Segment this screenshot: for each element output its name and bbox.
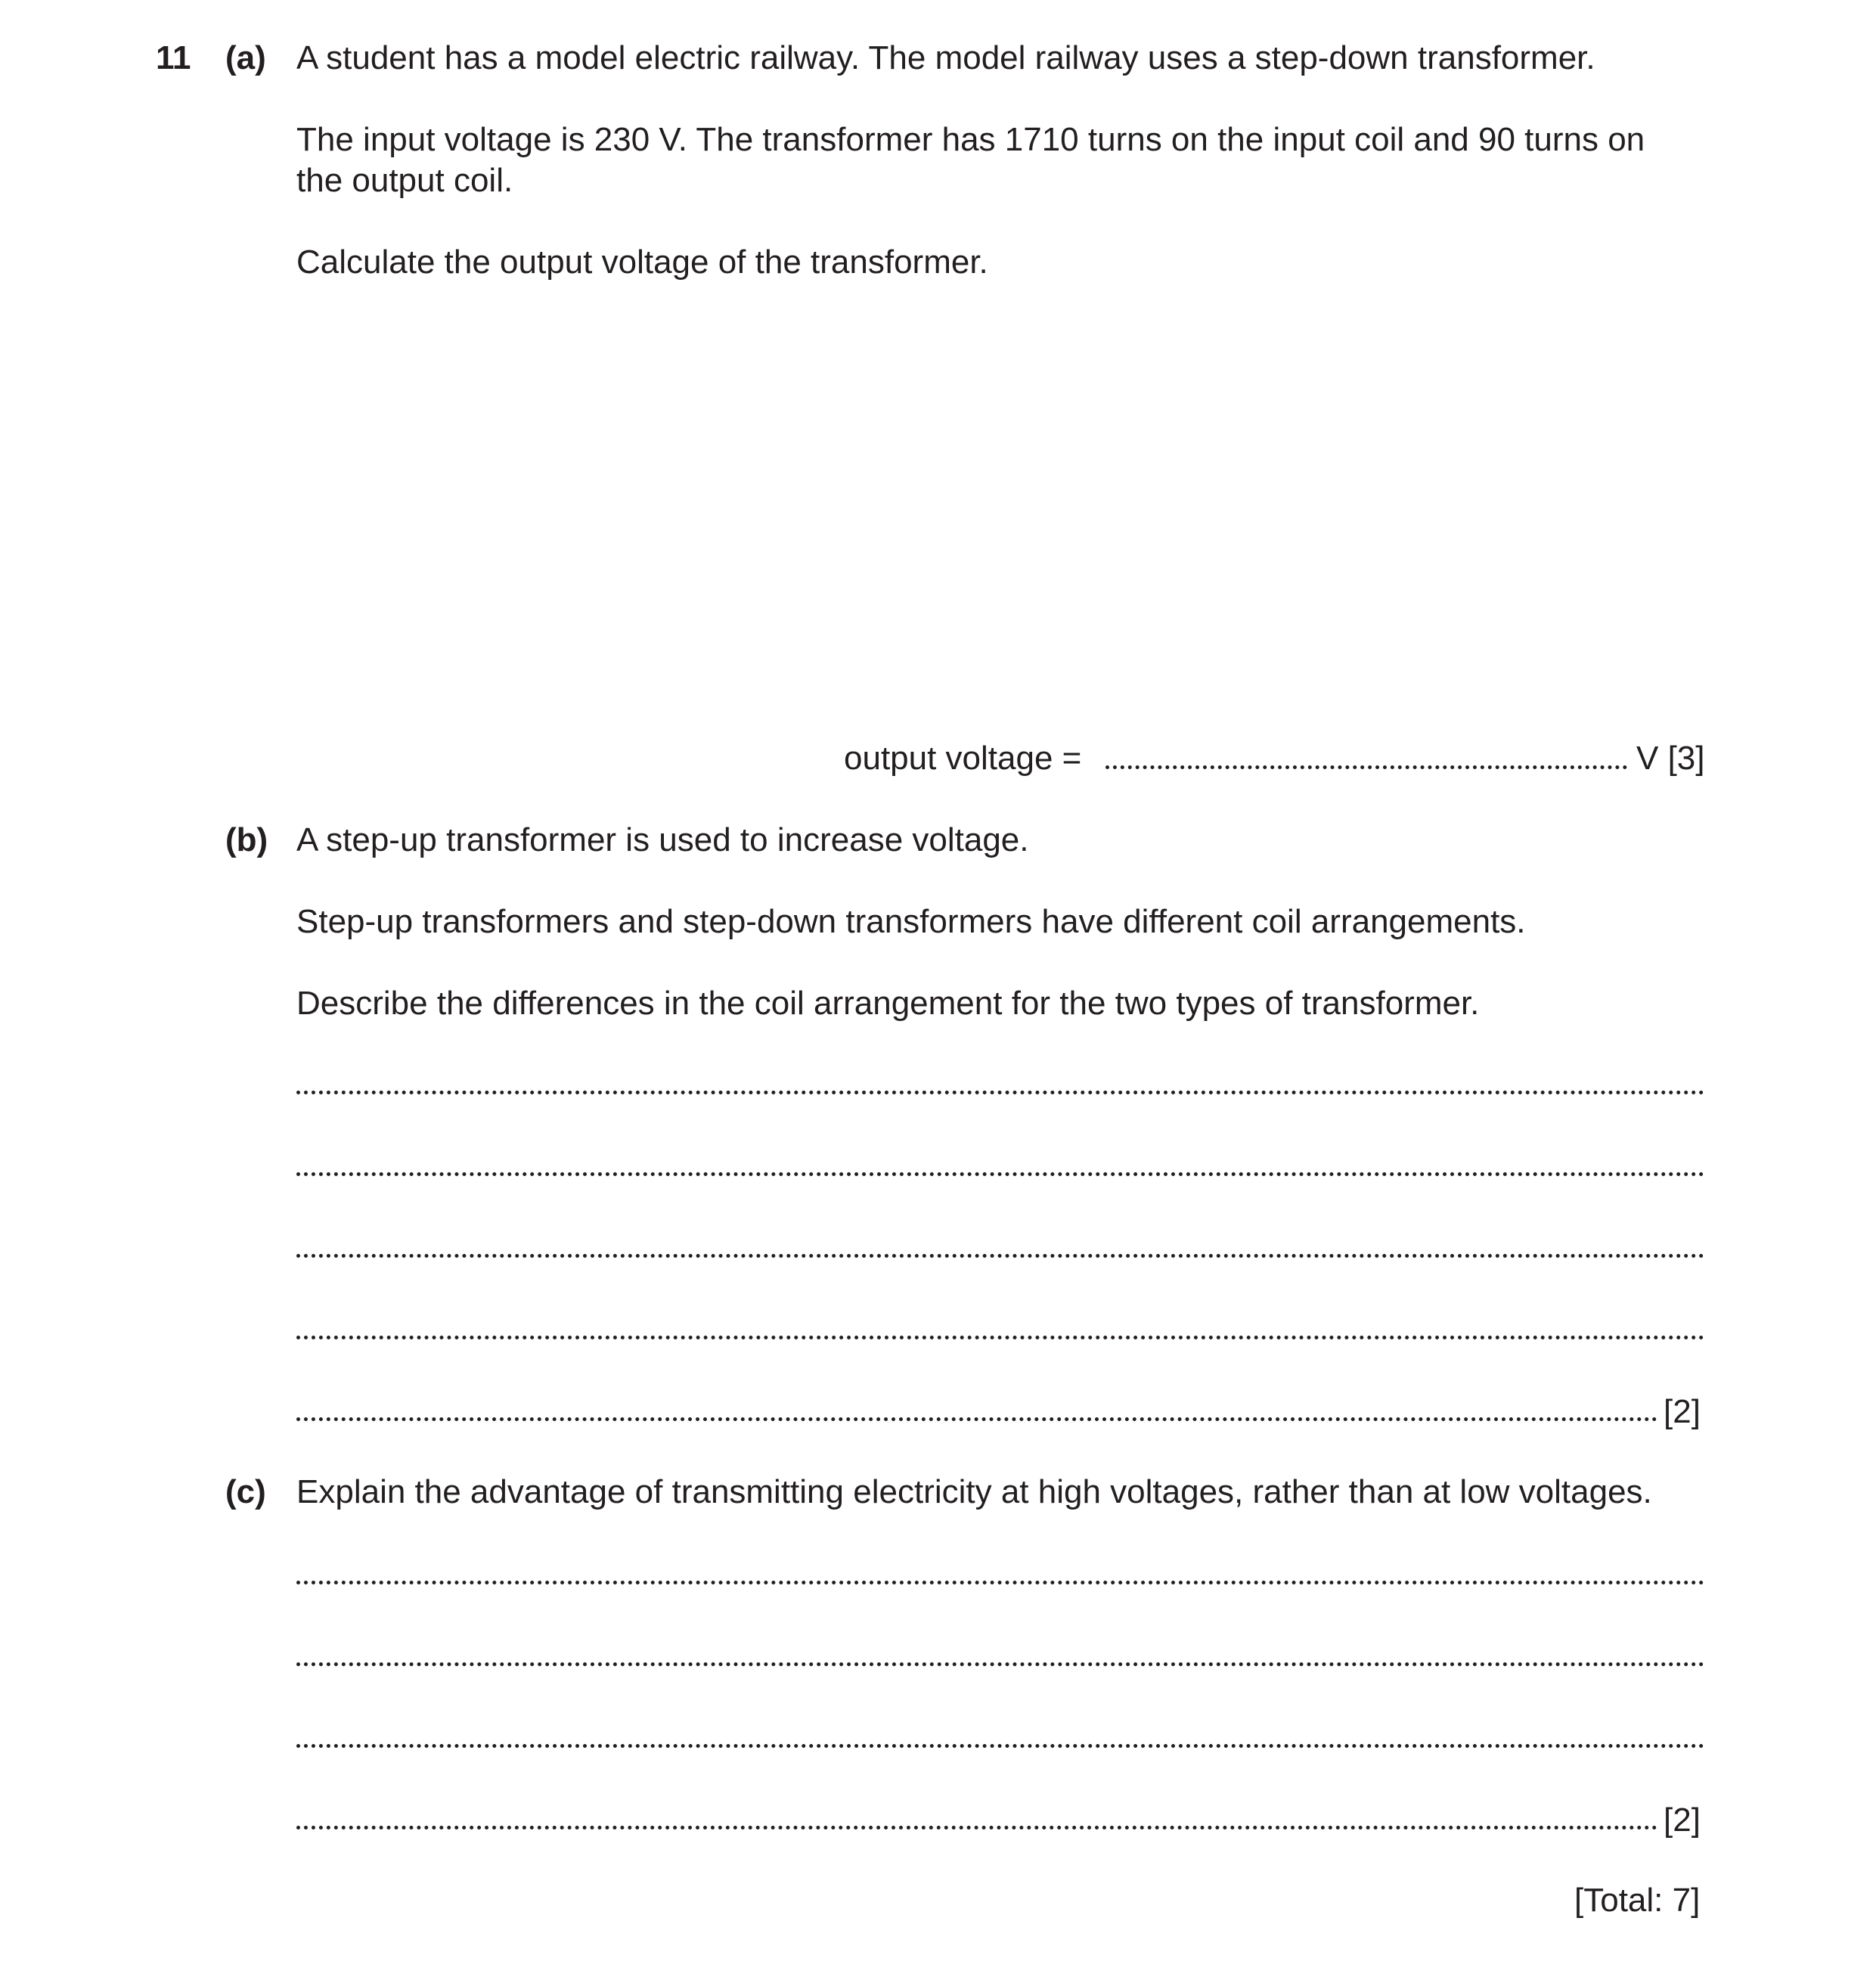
part-c-label: (c) xyxy=(225,1473,266,1510)
part-c-answer-line-2[interactable] xyxy=(296,1662,1704,1666)
part-a-line-2: The input voltage is 230 V. The transformer has 1710 turns on the input coil and 90 turns on xyxy=(296,121,1645,158)
output-voltage-label: output voltage = xyxy=(844,740,1082,777)
output-voltage-answer-line[interactable] xyxy=(1105,765,1627,769)
part-b-answer-line-5[interactable] xyxy=(296,1417,1657,1421)
part-c-answer-line-4[interactable] xyxy=(296,1826,1657,1829)
part-b-answer-line-4[interactable] xyxy=(296,1336,1704,1339)
part-b-answer-line-1[interactable] xyxy=(296,1091,1704,1094)
part-b-line-2: Step-up transformers and step-down transformers have different coil arrangements. xyxy=(296,903,1526,940)
part-a-line-4: Calculate the output voltage of the transformer. xyxy=(296,244,988,281)
part-b-line-1: A step-up transformer is used to increase voltage. xyxy=(296,821,1029,858)
part-b-mark: [2] xyxy=(1664,1393,1701,1430)
part-b-label: (b) xyxy=(225,821,268,858)
part-c-mark: [2] xyxy=(1664,1802,1701,1839)
total-marks: [Total: 7] xyxy=(1574,1882,1701,1919)
output-voltage-unit-mark: V [3] xyxy=(1636,740,1705,777)
part-a-line-1: A student has a model electric railway. The model railway uses a step-down transformer. xyxy=(296,39,1595,76)
question-number: 11 xyxy=(156,39,191,76)
output-voltage-answer-row xyxy=(844,738,1706,779)
part-c-answer-line-3[interactable] xyxy=(296,1744,1704,1748)
part-a-label: (a) xyxy=(225,39,266,76)
part-b-line-3: Describe the differences in the coil arrangement for the two types of transformer. xyxy=(296,985,1480,1022)
part-a-line-3: the output coil. xyxy=(296,162,513,199)
part-b-answer-line-3[interactable] xyxy=(296,1254,1704,1258)
part-c-line-1: Explain the advantage of transmitting electricity at high voltages, rather than at low voltages. xyxy=(296,1473,1652,1510)
part-c-answer-line-1[interactable] xyxy=(296,1581,1704,1584)
part-b-answer-line-2[interactable] xyxy=(296,1172,1704,1176)
